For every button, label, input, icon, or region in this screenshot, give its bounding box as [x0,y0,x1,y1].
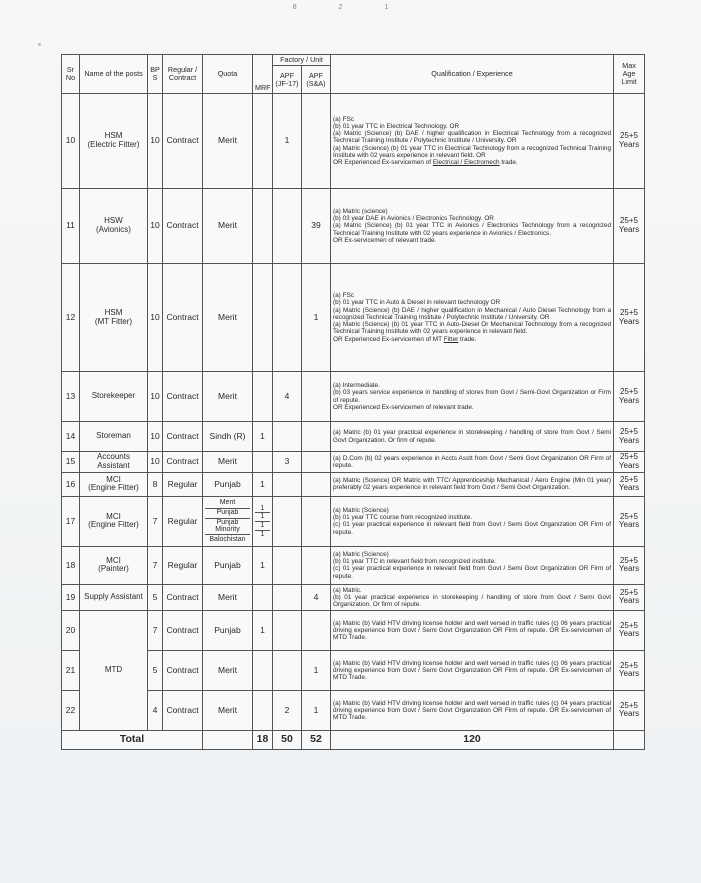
qualification-cell [331,264,614,372]
age-value: 25+5 [619,307,639,317]
qualification-line: (a) Matric (Science) OR Matric with TTC/ Apprenticeship Mechanical / Aero Engine (Min 01 year) preferably 02 years experience in relevant field from Govt / Semi Govt Organization. [333,477,611,492]
quota-split-table [205,499,250,544]
qualification-line: (a) Matric (Science) (b) DAE / higher qualification in Mechanical / Auto Diesel Technology from a recognized Technical Training Institute / Polytechnic Institute / University. OR [333,306,611,321]
total-grand: 120 [331,730,614,749]
mrf-split-row [255,513,270,522]
sr-no-cell: 22 [62,690,80,730]
bps-cell: 10 [148,264,163,372]
table-row [62,610,645,650]
qualification-line: (b) 01 year TTC in Electrical Technology. OR [333,122,460,130]
post-name: Accounts [97,452,130,462]
post-name: Supply Assistant [84,591,143,601]
max-age-cell [614,422,645,452]
type-cell: Contract [163,690,203,730]
bps-cell: 7 [148,546,163,584]
mrf-cell [253,94,273,189]
qualification-line: (b) 03 years service experience in handling of stores from Govt / Semi-Govt Organization or Firm of repute. [333,389,611,404]
vacancy-rows [62,94,645,750]
qualification-text: OR Experienced Ex-servicemen of [333,159,433,167]
post-name: MTD [104,664,123,674]
type-cell: Contract [163,584,203,610]
mrf-cell [253,264,273,372]
qualification-line: (c) 01 year practical experience in relevant field from Govt / Semi Govt Organization OR Firm of repute. [333,521,611,536]
apf-jf17-cell [273,264,302,372]
post-name-sub: (Engine Fitter) [88,483,139,493]
header-name: Name of the posts [80,55,148,94]
age-value: 25+5 [619,426,639,436]
age-value: 25+5 [619,620,639,630]
sr-no-cell: 11 [62,189,80,264]
qualification-line: (a) Matric (b) 01 year practical experience in storekeeping / handling of store from Govt / Semi Govt Organization. Or firm of repute. [333,429,611,444]
age-unit: Years [618,435,640,445]
bps-cell: 10 [148,94,163,189]
apf-sa-cell [302,452,331,473]
quota-value: Merit [205,499,250,509]
quota-cell: Sindh (R) [203,422,253,452]
bps-cell: 5 [148,650,163,690]
age-value: 25+5 [619,555,639,565]
sr-no-cell: 14 [62,422,80,452]
age-value: 25+5 [619,216,639,226]
apf-jf17-cell [273,496,302,546]
qualification-text: trade. [458,335,477,343]
qualification-line: OR Experienced Ex-servicemen of relevant trade. [333,403,474,411]
page-top-marks: 8 2 1 [292,4,409,11]
post-name: HSM [104,307,123,317]
underlined-trade: Fitter [443,335,459,343]
bps-cell: 10 [148,189,163,264]
apf-sa-cell [302,472,331,496]
post-name: MCI [106,511,121,521]
total-apf-sa: 52 [302,730,331,749]
quota-cell: Punjab [203,546,253,584]
total-label: Total [62,730,203,749]
quota-cell: Merit [203,650,253,690]
mrf-cell [253,584,273,610]
mrf-split-row [255,521,270,530]
age-unit: Years [618,316,640,326]
qualification-cell [331,496,614,546]
qualification-cell [331,584,614,610]
qualification-line: (a) Matric (b) Valid HTV driving license holder and well versed in traffic rules (c) 06 years practical driving experience from Govt / Semi Govt Organization OR Firm of repute. OR Ex-servicemen of MTD Trade. [333,659,611,682]
qualification-line: (a) Matric (Science) (b) DAE / higher qualification in Electrical Technology from a recognized Technical Training Institute / Polytechnic Institute / University. OR [333,130,611,145]
mrf-split-row [255,505,270,513]
qualification-text: OR Experienced Ex-servicemen of MT [333,335,444,343]
quota-split-row [205,499,250,509]
age-unit: Years [618,140,640,150]
mrf-cell [253,189,273,264]
post-name-cell [80,264,148,372]
total-mrf: 18 [253,730,273,749]
post-name-cell [80,422,148,452]
qualification-line: (a) Matric (Science) (b) 01 year TTC in Auto-Diesel Or Mechanical Technology from a recognized Technical Training Institute with 02 years experience in relevant field. [333,321,611,336]
max-age-cell [614,189,645,264]
bps-cell: 7 [148,610,163,650]
table-row [62,264,645,372]
mrf-value: 1 [255,513,270,522]
mrf-cell [253,650,273,690]
qualification-line: (a) FSc [333,292,354,300]
age-value: 25+5 [619,131,639,141]
bps-cell: 10 [148,422,163,452]
quota-cell: Merit [203,264,253,372]
qualification-cell [331,189,614,264]
header-quota: Quota [203,55,253,94]
underlined-trade: Electrical / Electromech [432,159,500,167]
qualification-cell [331,546,614,584]
quota-cell [203,496,253,546]
sr-no-cell: 18 [62,546,80,584]
post-name-sub: (Avionics) [96,225,131,235]
apf-jf17-cell [273,584,302,610]
apf-sa-cell: 1 [302,690,331,730]
total-quota-cell [203,730,253,749]
apf-jf17-cell [273,610,302,650]
mrf-split-row [255,530,270,538]
max-age-cell [614,584,645,610]
mrf-cell: 1 [253,610,273,650]
total-age-cell [614,730,645,749]
max-age-cell [614,650,645,690]
post-name: HSM [104,131,123,141]
mrf-cell: 1 [253,422,273,452]
mrf-cell [253,372,273,422]
apf-jf17-cell [273,422,302,452]
post-name: Storeman [96,431,131,441]
qualification-line: (a) Matric (Science) [333,507,389,514]
type-cell: Regular [163,546,203,584]
qualification-line: (b) 01 year TTC in Auto & Diesel in relevant technology OR [333,299,501,307]
type-cell: Contract [163,264,203,372]
max-age-cell [614,452,645,473]
table-row [62,496,645,546]
age-unit: Years [618,225,640,235]
header-qualification: Qualification / Experience [331,55,614,94]
post-name: Storekeeper [91,391,136,401]
age-value: 25+5 [619,511,639,521]
apf-sa-cell: 1 [302,264,331,372]
table-row [62,472,645,496]
table-row [62,189,645,264]
age-value: 25+5 [619,474,639,484]
table-row [62,584,645,610]
post-name-sub: (Electric Fitter) [87,140,140,150]
apf-jf17-cell [273,650,302,690]
bps-cell: 8 [148,472,163,496]
mrf-cell [253,452,273,473]
quota-value: Punjab [205,508,250,518]
mrf-cell [253,690,273,730]
qualification-line: (a) Matric (b) Valid HTV driving license holder and well versed in traffic rules (c) 06 years practical driving experience from Govt / Semi Govt Organization OR Firm of repute. OR Ex-servicemen of MTD Trade. [333,619,611,642]
qualification-text: trade. [499,159,518,167]
max-age-cell [614,690,645,730]
max-age-cell [614,372,645,422]
qualification-line: (a) Matric (Science) [333,551,389,558]
post-name-cell [80,452,148,473]
apf-jf17-cell: 1 [273,94,302,189]
post-name-sub: Assistant [97,461,130,471]
age-value: 25+5 [619,660,639,670]
header-factory-unit: Factory / Unit [273,55,331,66]
age-unit: Years [618,461,640,471]
qualification-cell [331,422,614,452]
sr-no-cell: 15 [62,452,80,473]
apf-jf17-cell: 2 [273,690,302,730]
type-cell: Contract [163,422,203,452]
mrf-value: 1 [255,505,270,513]
bps-cell: 4 [148,690,163,730]
header-apf-jf17: APF (JF-17) [273,66,302,94]
table-row [62,94,645,189]
post-name-sub: (Painter) [98,564,129,574]
qualification-line: (b) 01 year practical experience in storekeeping / handling of store from Govt / Semi Govt Organization. Or firm of repute. [333,593,611,609]
age-unit: Years [618,483,640,493]
type-cell: Contract [163,452,203,473]
post-name-cell [80,472,148,496]
mrf-cell: 1 [253,472,273,496]
total-row [62,730,645,749]
quota-cell: Merit [203,94,253,189]
quota-value: Balochistan [209,535,246,543]
post-name-cell [80,94,148,189]
age-unit: Years [618,520,640,530]
qualification-cell [331,690,614,730]
qualification-line: (a) D.Com (b) 02 years experience in Accts Asstt from Govt / Semi Govt Organization OR Firm of repute. [333,454,611,470]
apf-jf17-cell: 3 [273,452,302,473]
age-value: 25+5 [619,700,639,710]
apf-jf17-cell [273,546,302,584]
qualification-line: (a) Intermediate. [333,382,380,390]
qualification-line [333,159,611,166]
qualification-cell [331,610,614,650]
type-cell: Regular [163,496,203,546]
mrf-value: 1 [260,530,265,538]
sr-no-cell: 12 [62,264,80,372]
apf-sa-cell [302,546,331,584]
post-name-cell [80,496,148,546]
qualification-line: (a) FSc [333,115,354,123]
sr-no-cell: 13 [62,372,80,422]
post-name: HSW [104,216,123,226]
table-row [62,422,645,452]
total-apf-jf17: 50 [273,730,302,749]
post-name-cell [80,610,148,730]
type-cell: Contract [163,189,203,264]
quota-cell: Punjab [203,472,253,496]
post-name-cell [80,584,148,610]
age-unit: Years [618,629,640,639]
qualification-cell [331,650,614,690]
table-row [62,546,645,584]
header-apf-sa: APF (S&A) [302,66,331,94]
sr-no-cell: 10 [62,94,80,189]
qualification-line: (a) Matric (Science) (b) 01 year TTC in Electrical Technology from a recognized Technical Training Institute with 02 years experience in relevant field. OR [333,144,611,159]
mrf-value: 1 [255,521,270,530]
apf-sa-cell [302,422,331,452]
qualification-line: (b) 03 year DAE in Avionics / Electronics Technology. OR [333,215,494,223]
apf-sa-cell [302,496,331,546]
post-name-cell [80,189,148,264]
post-name: MCI [106,474,121,484]
post-name-cell [80,546,148,584]
bps-cell: 10 [148,372,163,422]
type-cell: Contract [163,610,203,650]
age-value: 25+5 [619,452,639,462]
type-cell: Contract [163,94,203,189]
apf-jf17-cell [273,189,302,264]
qualification-line: (b) 01 year TTC course from recognized institute. [333,514,473,522]
header-sr-no: Sr No [62,55,80,94]
apf-sa-cell [302,94,331,189]
apf-sa-cell [302,372,331,422]
sr-no-cell: 20 [62,610,80,650]
header-bps: BP S [148,55,163,94]
quota-cell: Merit [203,452,253,473]
qualification-line: (a) Matric (Science) (b) 01 year TTC in Avionics / Electronics Technology from a recognized Technical Training Institute with 02 years experience in Avionics / Electronics. [333,222,611,237]
qualification-cell [331,94,614,189]
max-age-cell [614,610,645,650]
quota-cell: Merit [203,584,253,610]
max-age-cell [614,94,645,189]
qualification-line [333,336,611,343]
quota-cell: Merit [203,372,253,422]
qualification-line: (a) Matric (b) Valid HTV driving license holder and well versed in traffic rules (c) 04 years practical driving experience from Govt / Semi Govt Organization OR Firm of repute. OR Ex-servicemen of MTD Trade. [333,699,611,722]
post-name: MCI [106,555,121,565]
age-unit: Years [618,596,640,606]
bps-cell: 7 [148,496,163,546]
table-row [62,690,645,730]
header-regular-contract: Regular / Contract [163,55,203,94]
quota-cell: Punjab [203,610,253,650]
quota-split-row [205,535,250,545]
apf-sa-cell: 39 [302,189,331,264]
type-cell: Contract [163,372,203,422]
max-age-cell [614,264,645,372]
qualification-line: (a) Matric (science) [333,207,388,215]
quota-split-row [205,508,250,518]
header-max-age: Max Age Limit [614,55,645,94]
apf-jf17-cell: 4 [273,372,302,422]
quota-cell: Merit [203,690,253,730]
type-cell: Regular [163,472,203,496]
post-name-cell [80,372,148,422]
quota-split-row [205,518,250,534]
sr-no-cell: 17 [62,496,80,546]
mrf-cell: 1 [253,546,273,584]
max-age-cell [614,496,645,546]
apf-sa-cell [302,610,331,650]
sr-no-cell: 19 [62,584,80,610]
age-unit: Years [618,395,640,405]
max-age-cell [614,472,645,496]
qualification-line: OR Ex-servicemen of relevant trade. [333,236,437,244]
table-row [62,650,645,690]
post-name-sub: (MT Fitter) [94,316,133,326]
apf-sa-cell: 4 [302,584,331,610]
qualification-line: (a) Matric. [333,586,362,594]
apf-jf17-cell [273,472,302,496]
age-unit: Years [618,709,640,719]
qualification-cell [331,372,614,422]
vacancy-table [61,54,645,750]
scan-speck [38,43,41,46]
apf-sa-cell: 1 [302,650,331,690]
qualification-cell [331,472,614,496]
sr-no-cell: 21 [62,650,80,690]
age-unit: Years [618,564,640,574]
qualification-line: (c) 01 year practical experience in relevant field from Govt / Semi Govt Organization OR Firm of repute. [333,565,611,580]
type-cell: Contract [163,650,203,690]
post-name-sub: (Engine Fitter) [88,520,139,530]
bps-cell: 5 [148,584,163,610]
header-mrf: MRF [253,55,273,94]
qualification-cell [331,452,614,473]
sr-no-cell: 16 [62,472,80,496]
quota-cell: Merit [203,189,253,264]
age-value: 25+5 [619,386,639,396]
table-row [62,372,645,422]
age-value: 25+5 [619,587,639,597]
qualification-line: (b) 01 year TTC in relevant field from recognized institute. [333,558,496,566]
bps-cell: 10 [148,452,163,473]
mrf-split-table [255,505,270,539]
age-unit: Years [618,669,640,679]
mrf-cell [253,496,273,546]
quota-value: Punjab Minority [205,518,250,534]
table-row [62,452,645,473]
max-age-cell [614,546,645,584]
